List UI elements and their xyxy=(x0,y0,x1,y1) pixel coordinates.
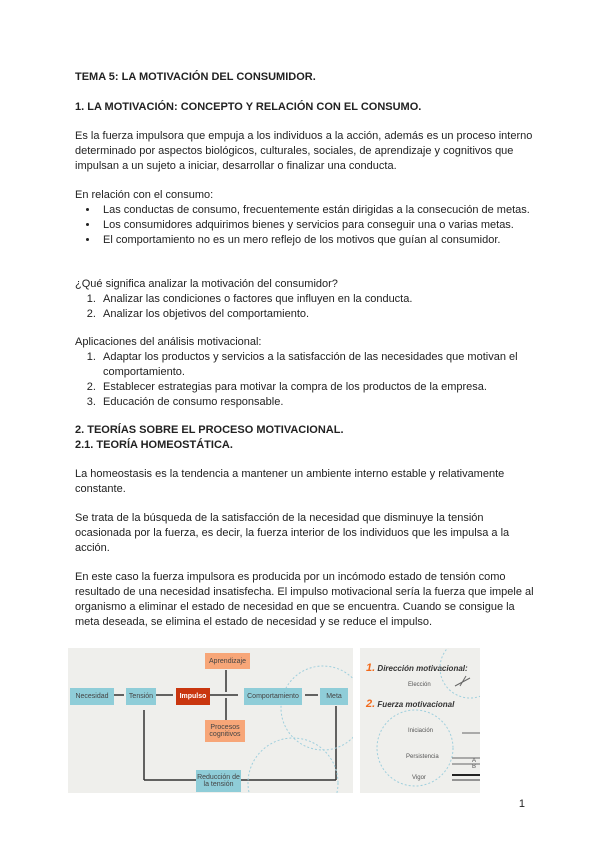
list-item: 1. Adaptar los productos y servicios a la satisfacción de las necesidades que motivan el comportamiento. xyxy=(99,350,559,380)
page-number: 1 xyxy=(518,798,525,810)
label-iniciacion: Iniciación xyxy=(408,728,434,734)
section-2-heading: 2. TEORÍAS SOBRE EL PROCESO MOTIVACIONAL. xyxy=(75,424,344,436)
subsection-heading: 2.1. TEORÍA HOMEOSTÁTICA. xyxy=(75,439,233,451)
label-a: A xyxy=(472,758,477,764)
number-label: 1. xyxy=(366,662,376,674)
list-item: 3. Educación de consumo responsable. xyxy=(99,395,559,410)
motivation-direction-force-diagram xyxy=(360,648,480,793)
node-tension: Tensión xyxy=(126,688,156,705)
number-label: 2. xyxy=(366,698,376,710)
node-necesidad: Necesidad xyxy=(70,688,114,705)
node-impulso: Impulso xyxy=(176,688,210,705)
list-item: 1. Analizar las condiciones o factores que influyen en la conducta. xyxy=(99,292,559,307)
node-meta: Meta xyxy=(320,688,348,705)
label-vigor: Vigor xyxy=(412,775,426,781)
label-eleccion: Elección xyxy=(408,682,431,688)
numbered-list xyxy=(75,292,559,322)
homeostatic-diagram xyxy=(68,648,353,793)
node-comportamiento: Comportamiento xyxy=(244,688,302,705)
bullet-list xyxy=(75,203,559,248)
paragraph: La homeostasis es la tendencia a mantener un ambiente interno estable y relativamente constante. xyxy=(75,468,505,495)
paragraph: Se trata de la búsqueda de la satisfacción de la necesidad que disminuye la tensión ocasionada por la fuerza, es decir, la fuerza interior de los individuos que les impulsa a la acción. xyxy=(75,512,510,554)
paragraph: En este caso la fuerza impulsora es producida por un incómodo estado de tensión como resultado de una necesidad insatisfecha. El impulso motivacional sería la fuerza que impele al organismo a eliminar el estado de necesidad en que se encuentra. Cuando se consigue la meta deseada, se elimina el estado de necesidad y se reduce el impulso. xyxy=(75,571,534,628)
paragraph: ¿Qué significa analizar la motivación del consumidor? xyxy=(75,278,338,290)
label-persistencia: Persistencia xyxy=(406,754,439,760)
list-item: 2. Analizar los objetivos del comportamiento. xyxy=(99,307,559,322)
list-item: • El comportamiento no es un mero reflejo de los motivos que guían al consumidor. xyxy=(99,233,559,248)
figure-heading: Dirección motivacional: xyxy=(377,664,468,673)
paragraph: Aplicaciones del análisis motivacional: xyxy=(75,336,262,348)
paragraph: Es la fuerza impulsora que empuja a los individuos a la acción, además es un proceso interno determinado por aspectos biológicos, culturales, sociales, de aprendizaje y cognitivos que impulsan a un sujeto a iniciar, desarrollar o finalizar una conducta. xyxy=(75,130,533,172)
paragraph: En relación con el consumo: xyxy=(75,189,214,201)
document-title: TEMA 5: LA MOTIVACIÓN DEL CONSUMIDOR. xyxy=(75,71,316,83)
list-item: • Los consumidores adquirimos bienes y servicios para conseguir una o varias metas. xyxy=(99,218,559,233)
figure-heading: Fuerza motivacional xyxy=(377,700,455,709)
list-item: 2. Establecer estrategias para motivar la compra de los productos de la empresa. xyxy=(99,380,559,395)
list-item: • Las conductas de consumo, frecuentemente están dirigidas a la consecución de metas. xyxy=(99,203,559,218)
node-procesos-cognitivos: Procesos cognitivos xyxy=(205,720,245,742)
force-lines xyxy=(360,648,480,793)
label-b: B xyxy=(472,764,477,770)
section-1-heading: 1. LA MOTIVACIÓN: CONCEPTO Y RELACIÓN CON EL CONSUMO. xyxy=(75,101,422,113)
numbered-list xyxy=(75,350,559,410)
node-aprendizaje: Aprendizaje xyxy=(205,653,250,669)
node-reduccion: Reducción de la tensión xyxy=(196,770,241,792)
